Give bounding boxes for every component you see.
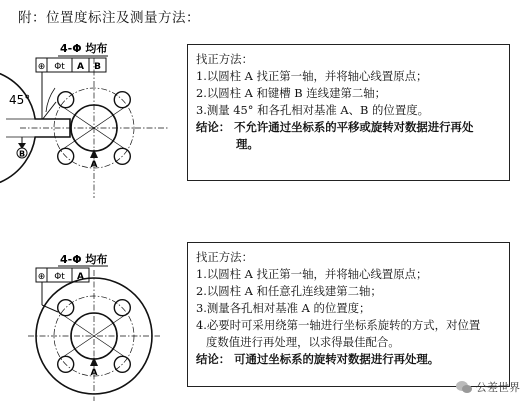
frame-tol-1: Φt (54, 62, 65, 72)
frame-datum-b-1: B (94, 62, 101, 72)
method-box-2 (187, 242, 510, 387)
datum-a-marker-1 (90, 149, 98, 170)
box2-item-2: 2.以圆柱 A 和任意孔连线建第二轴； (196, 284, 382, 298)
svg-text:B: B (18, 149, 26, 159)
box2-item-1: 1.以圆柱 A 找正第一轴，并将轴心线置原点； (196, 267, 428, 281)
page-heading: 附：位置度标注及测量方法： (18, 10, 200, 26)
box2-title: 找正方法： (196, 250, 253, 264)
svg-text:A: A (90, 368, 98, 378)
watermark-text: 公差世界 (476, 381, 520, 394)
position-symbol-1: ⊕ (37, 62, 46, 72)
box1-item-1: 1.以圆柱 A 找正第一轴，并将轴心线置原点； (196, 69, 428, 83)
svg-text:A: A (90, 160, 98, 170)
wechat-icon (456, 380, 472, 394)
box2-conclusion: 结论： 可通过坐标系的旋转对数据进行再处理。 (196, 352, 440, 366)
position-symbol-2: ⊕ (37, 272, 46, 282)
bolt-circle-2 (28, 270, 160, 401)
box1-item-2: 2.以圆柱 A 和键槽 B 连线建第二轴； (196, 86, 387, 100)
box2-item-4-cont: 度数值进行再处理，以求得最佳配合。 (206, 335, 400, 349)
frame-datum-a-1: A (77, 62, 84, 72)
hole-callout-2: 4-Φ 均布 (60, 253, 108, 266)
watermark (456, 379, 520, 395)
angle-label-1: 45° (9, 93, 31, 107)
tolerance-frame-1 (36, 58, 106, 72)
box1-conclusion: 结论： 不允许通过坐标系的平移或旋转对数据进行再处 (196, 120, 474, 134)
box1-item-3: 3.测量 45° 和各孔相对基准 A、B 的位置度。 (196, 103, 429, 117)
box2-item-3: 3.测量各孔相对基准 A 的位置度； (196, 301, 371, 315)
box1-title: 找正方法： (196, 52, 253, 66)
method-box-1 (187, 44, 510, 181)
frame-datum-a-2: A (77, 272, 84, 282)
frame-tol-2: Φt (54, 272, 65, 282)
datum-a-marker-2 (90, 357, 98, 378)
box1-conclusion-cont: 理。 (236, 137, 259, 151)
box2-item-4: 4.必要时可采用绕第一轴进行坐标系旋转的方式，对位置 (196, 318, 481, 332)
hole-callout-1: 4-Φ 均布 (60, 42, 108, 55)
